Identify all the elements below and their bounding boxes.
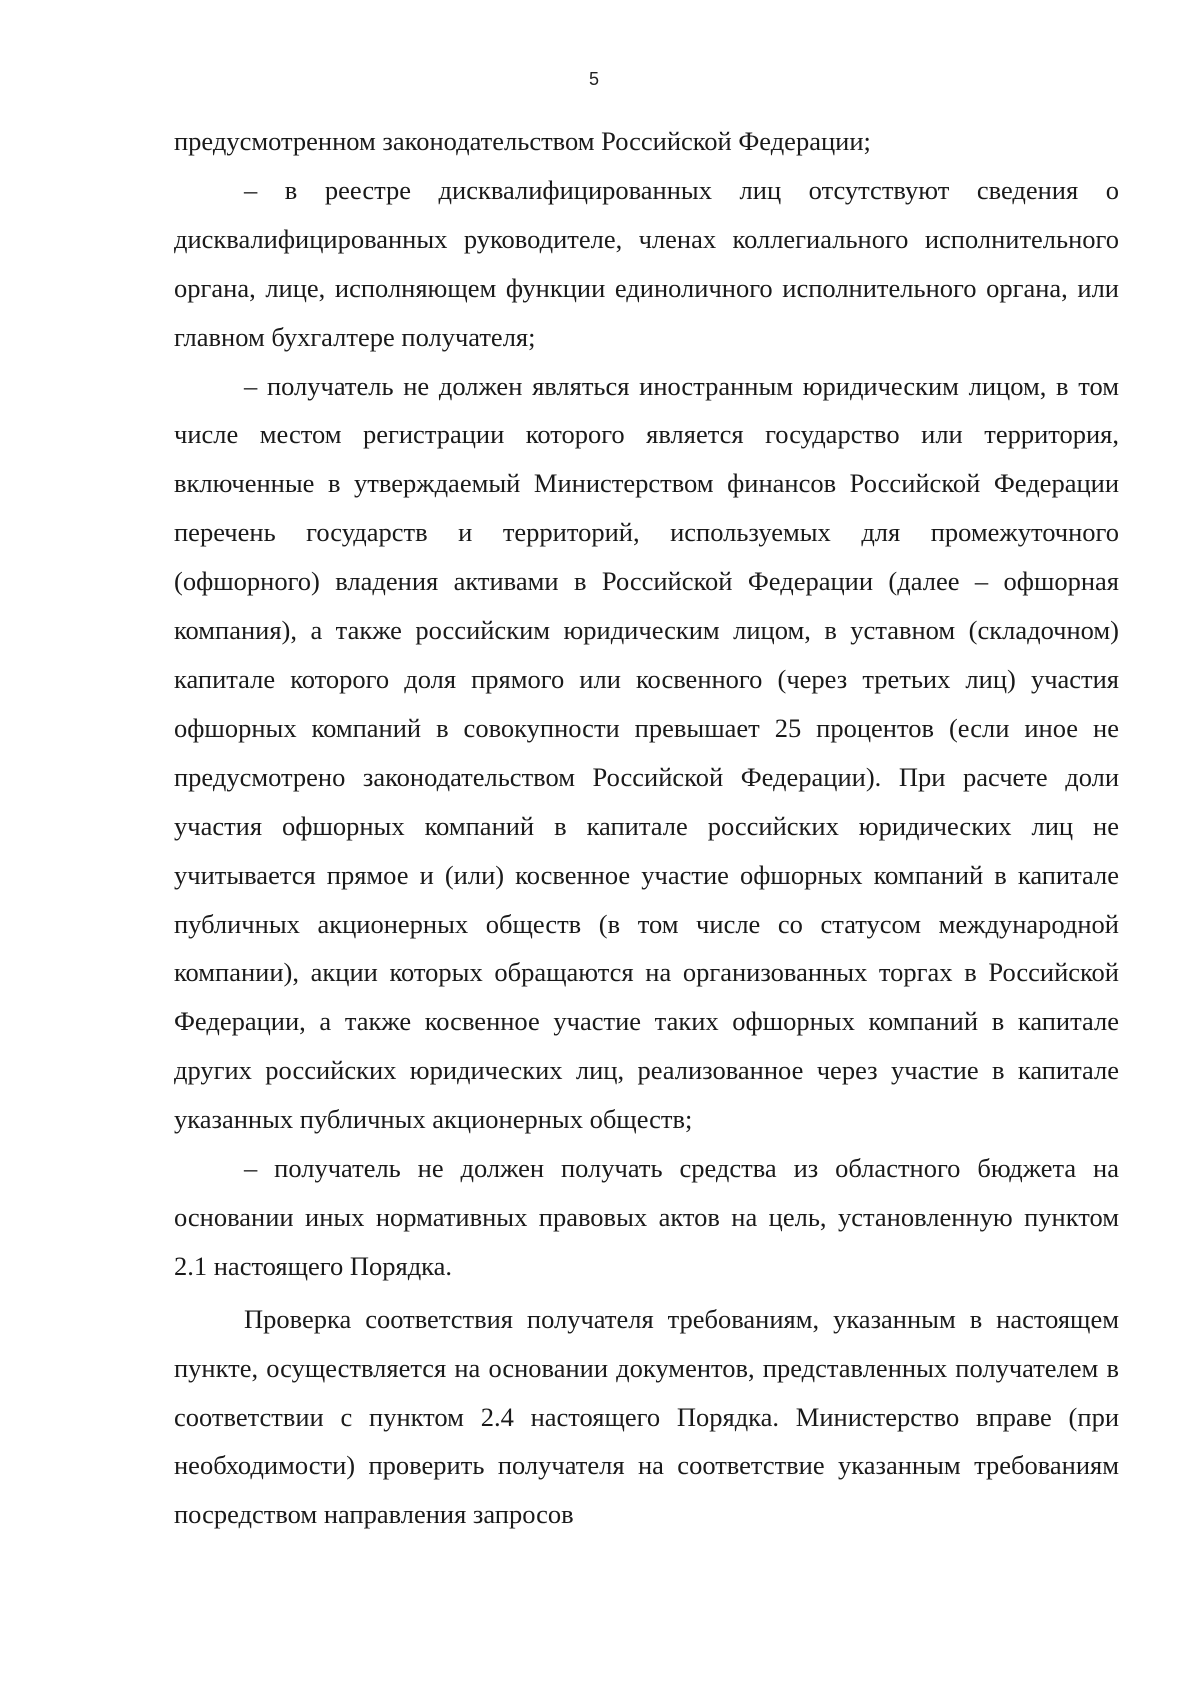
paragraph-offshore-company: – получатель не должен являться иностранным юридическим лицом, в том числе местом регистрации которого является государство или территория, включенные в утверждаемый Министерством финансов Российской Федерации перечень государств и территорий, используемых для промежуточного (офшорного) владения активами в Российской Федерации (далее – офшорная компания), а также российским юридическим лицом, в уставном (складочном) капитале которого доля прямого или косвенного (через третьих лиц) участия офшорных компаний в совокупности превышает 25 процентов (если иное не предусмотрено законодательством Российской Федерации). При расчете доли участия офшорных компаний в капитале российских юридических лиц не учитывается прямое и (или) косвенное участие офшорных компаний в капитале публичных акционерных обществ (в том числе со статусом международной компании), акции которых обращаются на организованных торгах в Российской Федерации, а также косвенное участие таких офшорных компаний в капитале других российских юридических лиц, реализованное через участие в капитале указанных публичных акционерных обществ; — [174, 370, 1119, 1135]
paragraph-regional-budget: – получатель не должен получать средства из областного бюджета на основании иных нормативных правовых актов на цель, установленную пунктом 2.1 настоящего Порядка. — [174, 1153, 1119, 1281]
paragraph-disqualified-registry: – в реестре дисквалифицированных лиц отсутствуют сведения о дисквалифицированных руководителе, членах коллегиального исполнительного органа, лице, исполняющем функции единоличного исполнительного органа, или главном бухгалтере получателя; — [174, 174, 1119, 352]
paragraph-verification: Проверка соответствия получателя требованиям, указанным в настоящем пункте, осуществляется на основании документов, представленных получателем в соответствии с пунктом 2.4 настоящего Порядка. Министерство вправе (при необходимости) проверить получателя на соответствие указанным требованиям посредством направления запросов — [174, 1303, 1119, 1530]
document-body — [174, 117, 1119, 1539]
paragraph-continuation: предусмотренном законодательством Российской Федерации; — [174, 126, 871, 156]
page-number: 5 — [588, 69, 599, 89]
